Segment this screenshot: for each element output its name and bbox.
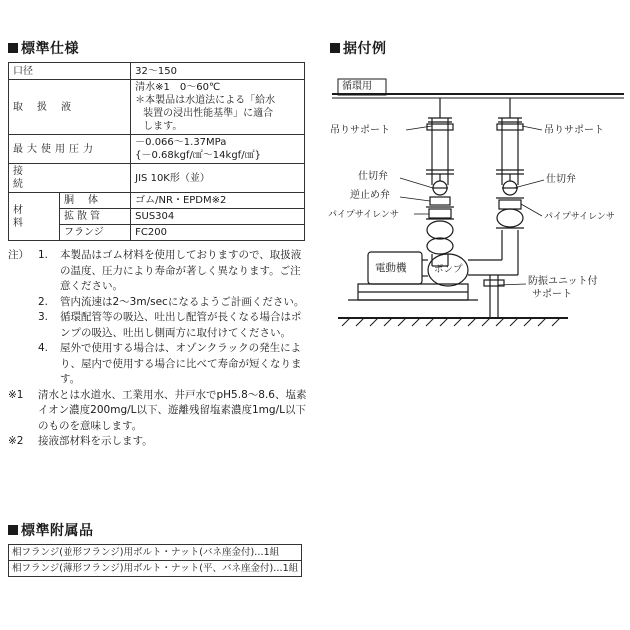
footnote-item: ※2 接液部材料を示します。: [8, 435, 153, 447]
label-hanger-right: 吊りサポート: [544, 125, 604, 136]
notes-section: [8, 248, 308, 450]
spec-label-diameter: 口径: [13, 65, 33, 77]
installation-heading: 据付例: [330, 38, 387, 58]
spec-value-diameter: 32～150: [131, 63, 305, 80]
hanger-clamp-left: [427, 124, 453, 130]
gate-valve-right: [502, 174, 518, 195]
spec-value-flange: FC200: [131, 225, 305, 241]
note-item: 2. 管内流速は2～3m/secになるようご計画ください。: [38, 295, 305, 308]
square-bullet-icon: [330, 43, 340, 53]
spec-label-fluid: 取扱液: [13, 101, 85, 113]
floor: [338, 300, 568, 326]
note-item: 注） 1. 本製品はゴム材料を使用しておりますので、取扱液の温度、圧力により寿命が著しく異なります。ご注意ください。: [8, 248, 308, 295]
accessories-table: [8, 544, 302, 577]
label-gate-valve-right: 仕切弁: [546, 174, 576, 185]
hanger-clamp-right: [497, 124, 523, 130]
silencer-right: [496, 198, 524, 275]
spec-value-fluid: 清水※1 0～60℃ ＊本製品は水道法による「給水 装置の浸出性能基準」に適合 します。: [131, 80, 305, 135]
square-bullet-icon: [8, 525, 18, 535]
accessory-item: 相フランジ(薄形フランジ)用ボルト・ナット(平、バネ座金付)…1組: [9, 561, 302, 577]
note-item: 4. 屋外で使用する場合は、オゾンクラックの発生により、屋内で使用する場合に比べて寿命が短くなります。: [38, 342, 302, 385]
spec-value-diffuser: SUS304: [131, 209, 305, 225]
discharge-pipe: [468, 260, 518, 275]
spec-row-connection: [9, 164, 305, 193]
anti-vibration-support: [484, 275, 504, 318]
spec-table: [8, 62, 305, 241]
label-pump: ポンプ: [434, 264, 463, 275]
label-anti-vibration: 防振ユニット付: [528, 276, 598, 287]
label-check-valve: 逆止め弁: [350, 190, 390, 201]
footnote-item: ※1 清水とは水道水、工業用水、井戸水でpH5.8～8.6、塩素イオン濃度200mg/L以下、遊離残留塩素濃度1mg/L以下のものを意味します。: [8, 388, 307, 432]
label-motor: 電動機: [375, 262, 407, 274]
pump-base: [358, 284, 468, 300]
spec-label-connection: 接続: [13, 166, 93, 190]
spec-value-body: ゴム/NR・EPDM※2: [131, 193, 305, 209]
spec-row-diameter: [9, 63, 305, 80]
installation-diagram: [328, 70, 628, 340]
gate-valve-left: [432, 174, 448, 195]
spec-row-fluid: [9, 80, 305, 135]
spec-label-pressure: 最大使用圧力: [13, 143, 97, 155]
spec-part-body: 胴体: [64, 195, 112, 206]
label-silencer-right: パイプサイレンサ: [544, 212, 615, 222]
square-bullet-icon: [8, 43, 18, 53]
label-silencer-left: パイプサイレンサ: [328, 210, 399, 220]
spec-value-pressure: －0.066～1.37MPa {－0.68kgf/㎠～14kgf/㎠}: [131, 135, 305, 164]
label-circulation: 循環用: [342, 81, 372, 92]
spec-value-connection: JIS 10K形（並）: [131, 164, 305, 193]
spec-row-pressure: [9, 135, 305, 164]
spec-part-diffuser: 拡散管: [64, 211, 103, 222]
spec-row-material-body: [9, 193, 305, 209]
spec-part-flange: フランジ: [64, 227, 104, 238]
label-gate-valve-left: 仕切弁: [358, 171, 388, 182]
standard-spec-heading: 標準仕様: [8, 38, 79, 58]
label-hanger-left: 吊りサポート: [330, 125, 390, 136]
spec-label-material: 材料: [13, 204, 37, 229]
accessories-heading: 標準附属品: [8, 520, 94, 540]
accessory-item: 相フランジ(並形フランジ)用ボルト・ナット(バネ座金付)…1組: [9, 545, 302, 561]
installation-drawing: [328, 70, 628, 340]
silencer-left: [426, 209, 454, 266]
note-item: 3. 循環配管等の吸込、吐出し配管が長くなる場合はポンプの吸込、吐出し側両方に取付けてください。: [38, 311, 302, 339]
notes-lead: 注）: [8, 249, 29, 261]
check-valve: [426, 197, 454, 207]
label-support: サポート: [532, 289, 572, 300]
